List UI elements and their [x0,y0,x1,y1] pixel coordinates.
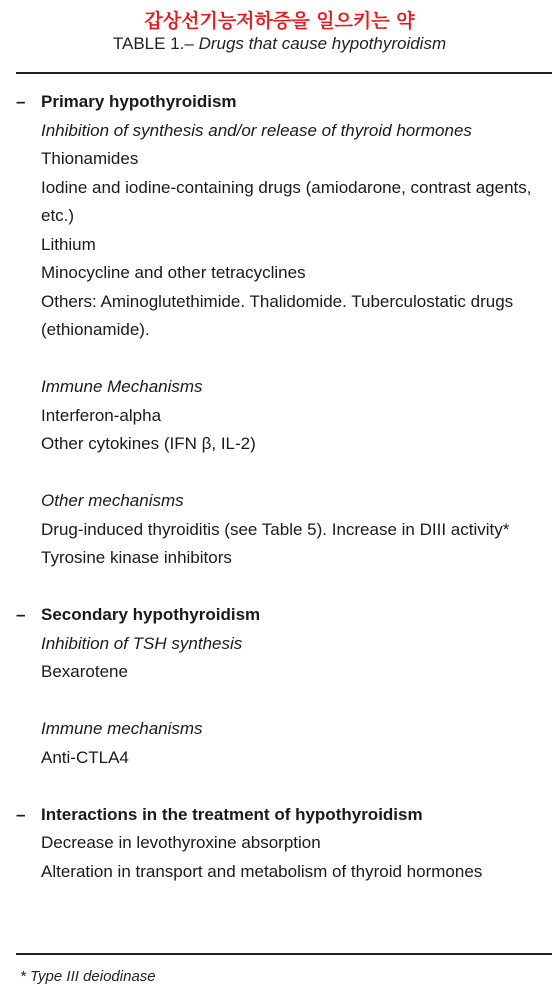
table-body [0,88,559,886]
section-dash: – [16,92,26,111]
drug-item: Anti-CTLA4 [41,747,129,767]
bottom-rule [16,953,552,955]
section-interactions [0,801,559,887]
drug-item: Other cytokines (IFN β, IL-2) [41,434,256,453]
drug-item: Iodine and iodine-containing drugs (amiodarone, contrast agents, etc.) [41,177,532,225]
drug-item: Minocycline and other tetracyclines [41,263,306,282]
table-caption-text: Drugs that cause hypothyroidism [198,34,447,53]
group-subtitle: Immune mechanisms [41,719,203,738]
table-number: TABLE 1.– [112,34,199,53]
section-title: Secondary hypothyroidism [41,605,261,624]
section-dash: – [16,605,26,624]
drug-item: Others: Aminoglutethimide. Thalidomide. Tuberculostatic drugs (ethionamide). [41,291,514,339]
section-title: Primary hypothyroidism [41,92,237,111]
footnote: * Type III deiodinase [20,968,156,985]
top-rule [16,72,552,74]
drug-item: Alteration in transport and metabolism of thyroid hormones [41,861,483,881]
drug-item: Interferon-alpha [41,405,162,425]
drug-item: Decrease in levothyroxine absorption [41,833,321,852]
group-subtitle: Immune Mechanisms [41,377,203,396]
section-primary [0,88,559,573]
group-subtitle: Other mechanisms [41,491,184,510]
korean-title: 갑상선기능저하증을 일으키는 약 [144,10,415,32]
drug-item: Tyrosine kinase inhibitors [41,548,232,567]
group-subtitle: Inhibition of synthesis and/or release of thyroid hormones [41,120,472,140]
drug-item: Bexarotene [41,662,128,681]
table-caption [0,34,559,54]
section-secondary [0,601,559,772]
section-title: Interactions in the treatment of hypothyroidism [41,804,423,824]
group-subtitle: Inhibition of TSH synthesis [41,633,243,653]
section-dash: – [16,804,26,824]
drug-item: Thionamides [41,149,139,168]
drug-item: Drug-induced thyroiditis (see Table 5). Increase in DIII activity* [41,519,510,539]
drug-item: Lithium [41,234,96,254]
